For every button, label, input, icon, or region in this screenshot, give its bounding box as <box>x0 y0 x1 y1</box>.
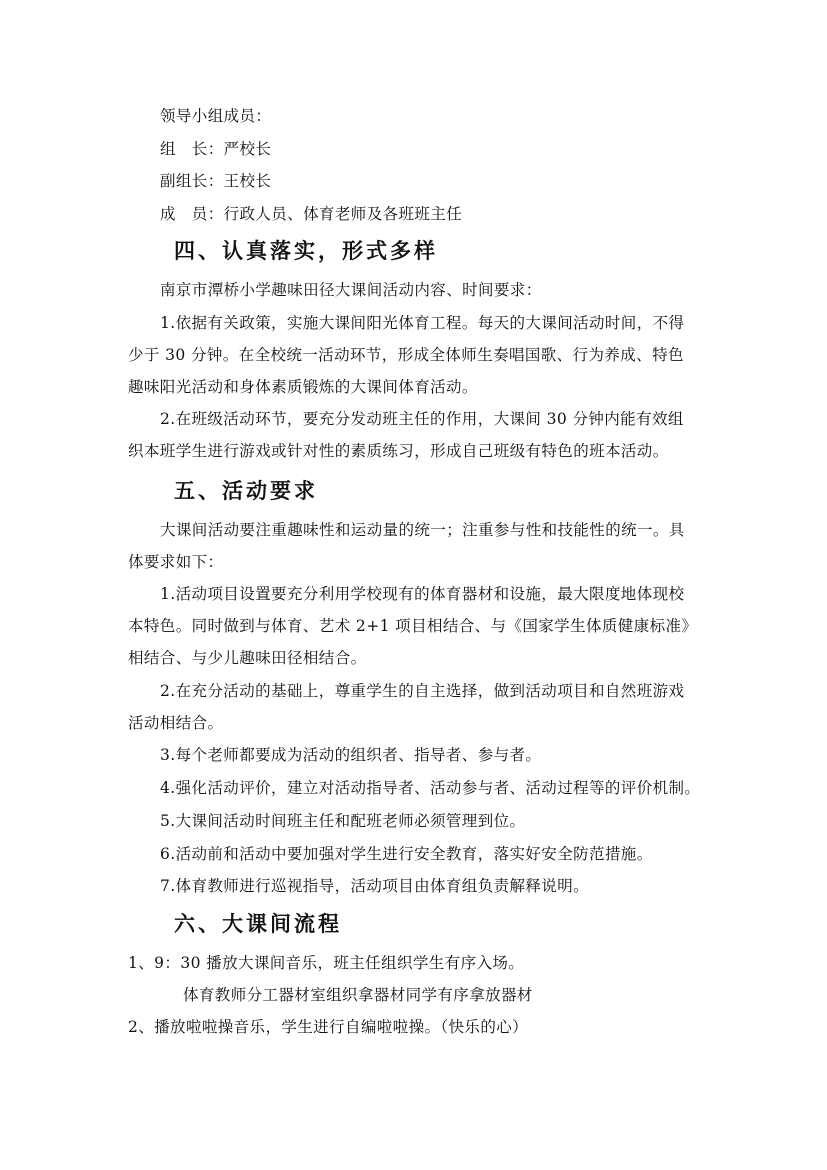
section-4-item-1-line-1: 1.依据有关政策，实施大课间阳光体育工程。每天的大课间活动时间，不得 <box>160 314 685 332</box>
section-5-item-1-line-2: 本特色。同时做到与体育、艺术 2+1 项目相结合、与《国家学生体质健康标准》 <box>128 617 698 635</box>
section-6-step-1: 1、9：30 播放大课间音乐，班主任组织学生有序入场。 <box>128 954 525 972</box>
section-5-item-1-line-3: 相结合、与少儿趣味田径相结合。 <box>128 649 367 667</box>
section-5-item-2-line-1: 2.在充分活动的基础上，尊重学生的自主选择，做到活动项目和自然班游戏 <box>160 682 685 700</box>
section-5-item-1-line-1: 1.活动项目设置要充分利用学校现有的体育器材和设施，最大限度地体现校 <box>160 585 685 603</box>
leader-line: 组 长：严校长 <box>160 140 272 158</box>
members-line: 成 员：行政人员、体育老师及各班班主任 <box>160 205 463 223</box>
leaders-title: 领导小组成员： <box>160 107 272 125</box>
deputy-leader-line: 副组长：王校长 <box>160 172 272 190</box>
section-4-item-2-line-2: 织本班学生进行游戏或针对性的素质练习，形成自己班级有特色的班本活动。 <box>128 442 669 460</box>
section-5-item-6: 6.活动前和活动中要加强对学生进行安全教育，落实好安全防范措施。 <box>160 845 653 863</box>
section-6-heading: 六、大课间流程 <box>174 911 342 936</box>
section-5-item-5: 5.大课间活动时间班主任和配班老师必须管理到位。 <box>160 812 526 830</box>
section-5-item-7: 7.体育教师进行巡视指导，活动项目由体育组负责解释说明。 <box>160 877 589 895</box>
section-5-intro-line-2: 体要求如下： <box>128 553 224 571</box>
section-4-item-1-line-3: 趣味阳光活动和身体素质锻炼的大课间体育活动。 <box>128 378 478 396</box>
section-4-item-1-line-2: 少于 30 分钟。在全校统一活动环节，形成全体师生奏唱国歌、行为养成、特色 <box>128 346 684 364</box>
section-5-item-2-line-2: 活动相结合。 <box>128 714 224 732</box>
section-5-heading: 五、活动要求 <box>174 478 318 503</box>
section-5-intro-line-1: 大课间活动要注重趣味性和运动量的统一；注重参与性和技能性的统一。具 <box>160 521 685 539</box>
section-5-item-4: 4.强化活动评价，建立对活动指导者、活动参与者、活动过程等的评价机制。 <box>160 779 701 797</box>
section-6-step-1-note: 体育教师分工器材室组织拿器材同学有序拿放器材 <box>183 986 533 1004</box>
section-4-intro: 南京市潭桥小学趣味田径大课间活动内容、时间要求： <box>160 281 542 299</box>
section-5-item-3: 3.每个老师都要成为活动的组织者、指导者、参与者。 <box>160 746 542 764</box>
section-4-item-2-line-1: 2.在班级活动环节，要充分发动班主任的作用，大课间 30 分钟内能有效组 <box>160 410 684 428</box>
section-4-heading: 四、认真落实，形式多样 <box>174 238 438 263</box>
section-6-step-2: 2、播放啦啦操音乐，学生进行自编啦啦操。（快乐的心） <box>128 1018 529 1036</box>
